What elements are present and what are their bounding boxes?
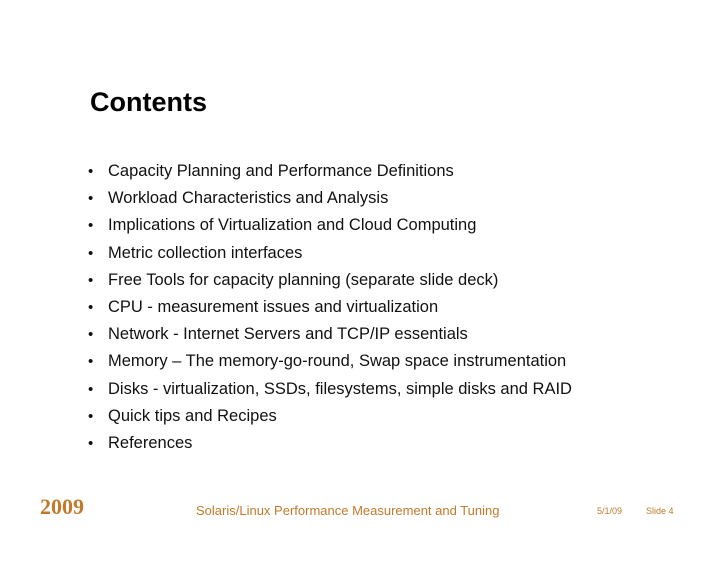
bullet-icon: • (88, 326, 94, 344)
bullet-text: Capacity Planning and Performance Definitions (108, 162, 454, 180)
bullet-item (88, 348, 572, 375)
bullet-icon: • (88, 190, 94, 208)
bullet-item (88, 212, 572, 239)
slide-number: Slide 4 (646, 506, 674, 516)
footer-title: Solaris/Linux Performance Measurement and Tuning (196, 503, 500, 518)
bullet-text: Metric collection interfaces (108, 243, 303, 262)
bullet-text: CPU - measurement issues and virtualization (108, 297, 439, 316)
bullet-text: Implications of Virtualization and Cloud Computing (108, 216, 477, 235)
bullet-text: Network - Internet Servers and TCP/IP essentials (108, 325, 468, 344)
bullet-icon: • (88, 434, 94, 452)
bullet-list (88, 158, 572, 457)
bullet-item (88, 294, 572, 321)
bullet-item (88, 267, 572, 294)
bullet-icon: • (88, 244, 94, 262)
bullet-item (88, 185, 572, 212)
footer-year: 2009 (40, 494, 84, 519)
bullet-icon: • (88, 353, 94, 371)
bullet-text: References (108, 433, 193, 452)
bullet-icon: • (88, 271, 94, 289)
bullet-icon: • (88, 163, 94, 180)
bullet-icon: • (88, 217, 94, 235)
bullet-item (88, 321, 572, 348)
bullet-item (88, 240, 572, 267)
bullet-text: Memory – The memory-go-round, Swap space instrumentation (108, 352, 567, 371)
footer-date: 5/1/09 (597, 506, 623, 516)
bullet-icon: • (88, 380, 94, 398)
bullet-icon: • (88, 407, 94, 425)
bullet-item (88, 430, 572, 457)
bullet-text: Workload Characteristics and Analysis (108, 189, 389, 208)
bullet-text: Quick tips and Recipes (108, 406, 277, 425)
bullet-item (88, 376, 572, 403)
slide-title: Contents (90, 87, 207, 117)
bullet-text: Disks - virtualization, SSDs, filesystems, simple disks and RAID (108, 379, 572, 398)
bullet-item (88, 158, 572, 185)
bullet-text: Free Tools for capacity planning (separate slide deck) (108, 270, 499, 289)
bullet-item (88, 403, 572, 430)
bullet-icon: • (88, 298, 94, 316)
